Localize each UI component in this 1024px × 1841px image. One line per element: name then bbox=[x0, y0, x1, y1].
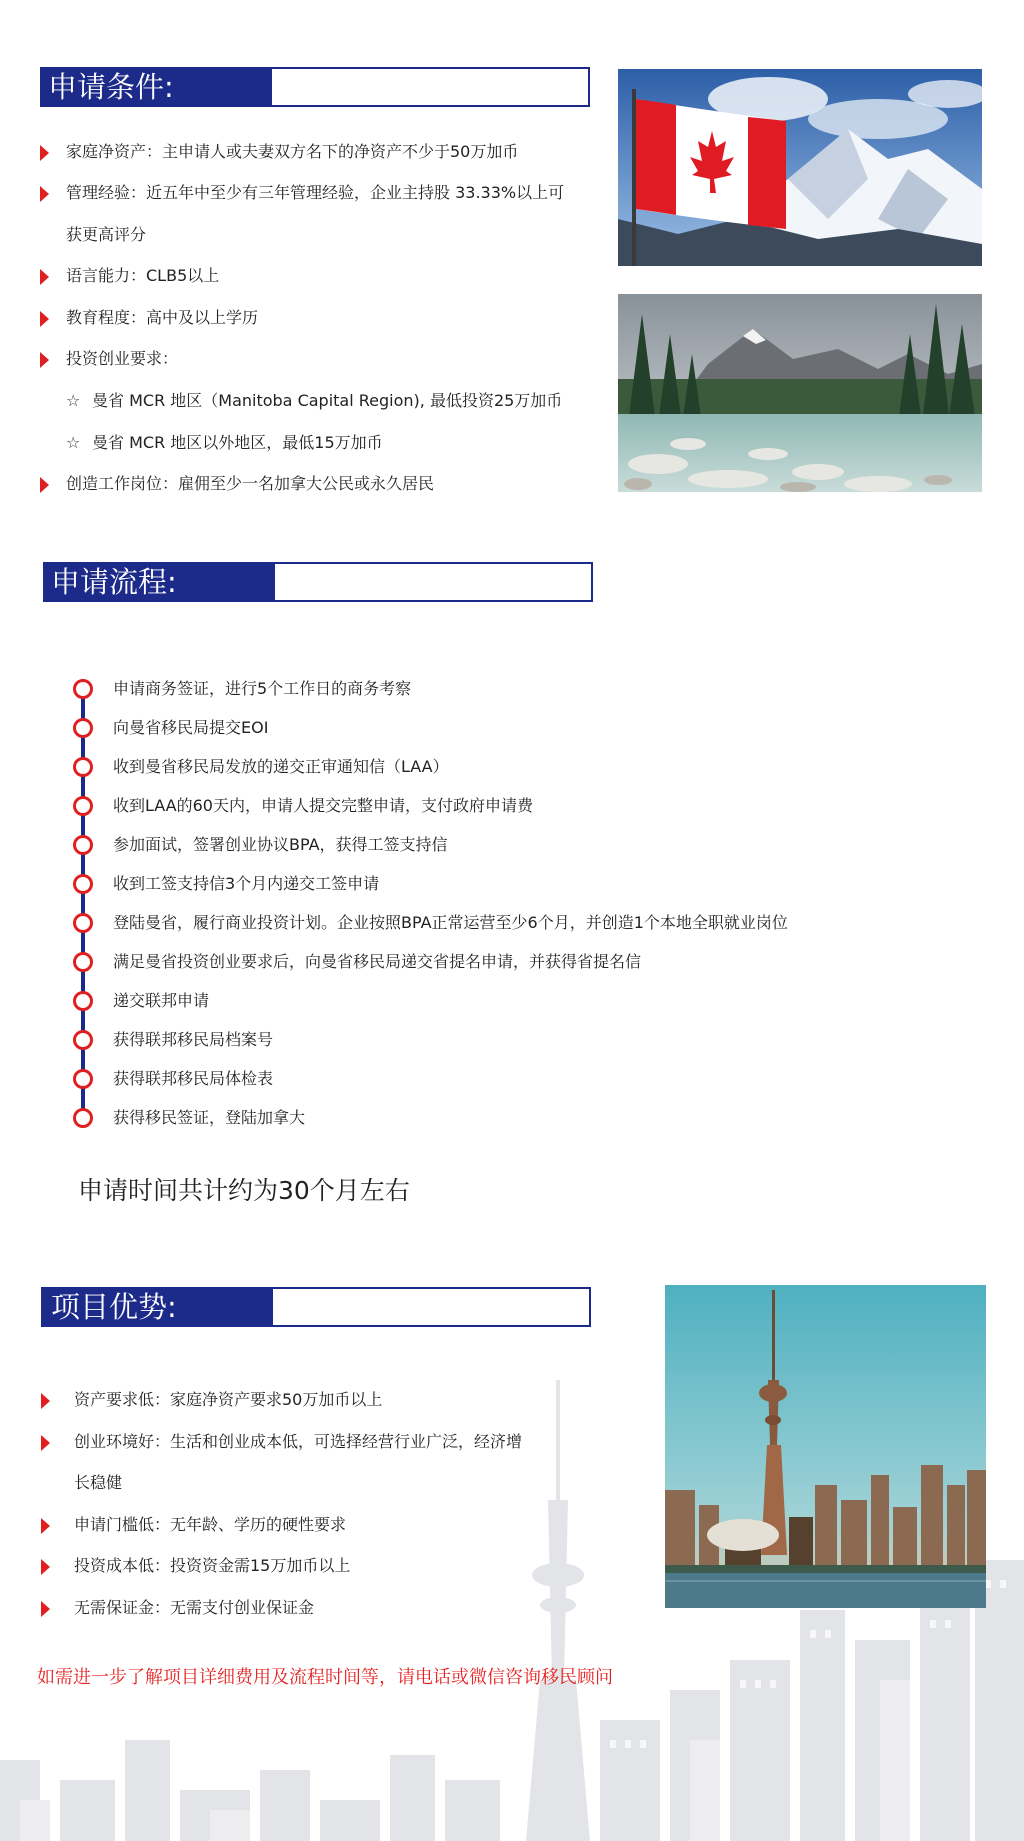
advantage-text: 长稳健 bbox=[74, 1473, 123, 1492]
red-triangle-bullet-icon bbox=[40, 186, 49, 202]
step-text: 参加面试，签署创业协议BPA，获得工签支持信 bbox=[113, 835, 448, 854]
red-triangle-bullet-icon bbox=[40, 477, 49, 493]
advantage-text: 创业环境好：生活和创业成本低，可选择经营行业广泛，经济增 bbox=[74, 1432, 523, 1451]
step-text: 递交联邦申请 bbox=[113, 991, 210, 1010]
step-text: 收到LAA的60天内，申请人提交完整申请，支付政府申请费 bbox=[113, 796, 533, 815]
conditions-header-bar bbox=[40, 67, 590, 107]
condition-text: 创造工作岗位：雇佣至少一名加拿大公民或永久居民 bbox=[66, 474, 435, 493]
advantage-text: 资产要求低：家庭净资产要求50万加币以上 bbox=[74, 1390, 383, 1409]
red-triangle-bullet-icon bbox=[41, 1601, 50, 1617]
process-header-title: 申请流程: bbox=[45, 564, 275, 600]
red-triangle-bullet-icon bbox=[40, 311, 49, 327]
timeline-dot-icon bbox=[73, 1069, 93, 1089]
step-text: 向曼省移民局提交EOI bbox=[113, 718, 269, 737]
conditions-header-title: 申请条件: bbox=[42, 69, 272, 105]
advantages-header-title: 项目优势: bbox=[43, 1289, 273, 1325]
total-time-text: 申请时间共计约为30个月左右 bbox=[78, 1176, 410, 1205]
timeline-dot-icon bbox=[73, 679, 93, 699]
red-triangle-bullet-icon bbox=[41, 1435, 50, 1451]
condition-text: 管理经验：近五年中至少有三年管理经验，企业主持股 33.33%以上可 bbox=[66, 183, 565, 202]
condition-text: 投资创业要求： bbox=[66, 349, 179, 368]
advantage-text: 投资成本低：投资资金需15万加币以上 bbox=[74, 1556, 351, 1575]
timeline-dot-icon bbox=[73, 952, 93, 972]
step-text: 满足曼省投资创业要求后，向曼省移民局递交省提名申请，并获得省提名信 bbox=[113, 952, 642, 971]
step-text: 登陆曼省，履行商业投资计划。企业按照BPA正常运营至少6个月，并创造1个本地全职就业岗位 bbox=[113, 913, 788, 932]
advantage-text: 申请门槛低：无年龄、学历的硬性要求 bbox=[74, 1515, 347, 1534]
step-text: 收到工签支持信3个月内递交工签申请 bbox=[113, 874, 380, 893]
timeline-dot-icon bbox=[73, 718, 93, 738]
timeline-dot-icon bbox=[73, 1030, 93, 1050]
toronto-cn-tower-photo bbox=[665, 1285, 986, 1608]
condition-text: 教育程度：高中及以上学历 bbox=[66, 308, 259, 327]
step-text: 获得移民签证，登陆加拿大 bbox=[113, 1108, 306, 1127]
step-text: 获得联邦移民局体检表 bbox=[113, 1069, 274, 1088]
condition-text: 家庭净资产：主申请人或夫妻双方名下的净资产不少于50万加币 bbox=[66, 142, 519, 161]
timeline-dot-icon bbox=[73, 796, 93, 816]
timeline-dot-icon bbox=[73, 874, 93, 894]
sub-list-item bbox=[66, 433, 383, 453]
red-triangle-bullet-icon bbox=[41, 1559, 50, 1575]
step-text: 获得联邦移民局档案号 bbox=[113, 1030, 274, 1049]
red-triangle-bullet-icon bbox=[41, 1393, 50, 1409]
river-mountain-landscape-photo bbox=[618, 294, 982, 492]
timeline-line bbox=[81, 688, 85, 1116]
timeline-dot-icon bbox=[73, 913, 93, 933]
advantage-text: 无需保证金：无需支付创业保证金 bbox=[74, 1598, 315, 1617]
process-header-bar bbox=[43, 562, 593, 602]
star-icon: ☆ bbox=[66, 391, 81, 410]
red-triangle-bullet-icon bbox=[40, 269, 49, 285]
sub-list-item bbox=[66, 391, 562, 411]
star-icon: ☆ bbox=[66, 433, 81, 452]
condition-text: 语言能力：CLB5以上 bbox=[66, 266, 220, 285]
step-text: 申请商务签证，进行5个工作日的商务考察 bbox=[113, 679, 412, 698]
red-triangle-bullet-icon bbox=[40, 145, 49, 161]
step-text: 收到曼省移民局发放的递交正审通知信（LAA） bbox=[113, 757, 449, 776]
condition-text: 获更高评分 bbox=[66, 225, 147, 244]
red-triangle-bullet-icon bbox=[40, 352, 49, 368]
timeline-dot-icon bbox=[73, 1108, 93, 1128]
sub-condition-text: 曼省 MCR 地区（Manitoba Capital Region), 最低投资25万加币 bbox=[92, 391, 563, 410]
timeline-dot-icon bbox=[73, 835, 93, 855]
timeline-dot-icon bbox=[73, 991, 93, 1011]
sub-condition-text: 曼省 MCR 地区以外地区，最低15万加币 bbox=[92, 433, 383, 452]
red-triangle-bullet-icon bbox=[41, 1518, 50, 1534]
canada-flag-mountain-photo bbox=[618, 69, 982, 266]
timeline-dot-icon bbox=[73, 757, 93, 777]
advantages-header-bar bbox=[41, 1287, 591, 1327]
consultation-note: 如需进一步了解项目详细费用及流程时间等，请电话或微信咨询移民顾问 bbox=[37, 1667, 613, 1688]
